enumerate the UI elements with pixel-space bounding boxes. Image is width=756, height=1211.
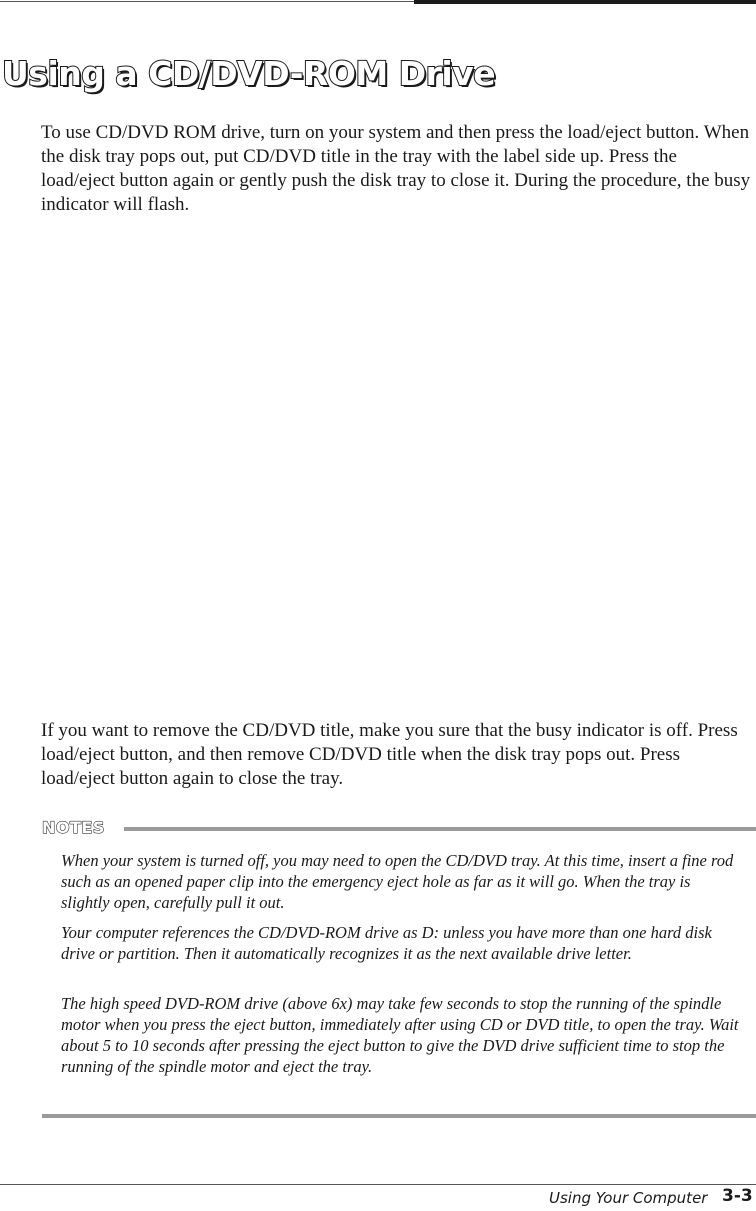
- remove-paragraph: If you want to remove the CD/DVD title, make you sure that the busy indicator is off. Press load/eject button, and then remove CD/DVD title when the disk tray pops out. Press load/eject button again to close the tray.: [41, 720, 738, 789]
- notes-label: NOTES: [42, 818, 105, 837]
- note-item: The high speed DVD-ROM drive (above 6x) may take few seconds to stop the running of the spindle motor when you press the eject button, immediately after using CD or DVD title, to open the tray. Wait about 5 to 10 seconds after pressing the eject button to give the DVD drive sufficient time to stop the running of the spindle motor and eject the tray.: [61, 994, 739, 1076]
- page-title: Using a CD/DVD-ROM Drive: [2, 54, 496, 93]
- footer-rule: [0, 1184, 756, 1185]
- notes-divider: [124, 827, 756, 831]
- intro-paragraph: To use CD/DVD ROM drive, turn on your system and then press the load/eject button. When the disk tray pops out, put CD/DVD title in the tray with the label side up. Press the load/eject button again or gently push the disk tray to close it. During the procedure, the busy indicator will flash.: [41, 122, 751, 215]
- notes-bottom-divider: [42, 1114, 756, 1118]
- note-item: Your computer references the CD/DVD-ROM drive as D: unless you have more than one hard disk drive or partition. Then it automatically recognizes it as the next available drive letter.: [61, 923, 712, 963]
- page-number: 3-3: [722, 1186, 753, 1206]
- footer-section-title: Using Your Computer: [549, 1189, 708, 1207]
- header-rule-thin: [0, 1, 414, 2]
- note-item: When your system is turned off, you may need to open the CD/DVD tray. At this time, insert a fine rod such as an opened paper clip into the emergency eject hole as far as it will go. When the tray is slightly open, carefully pull it out.: [61, 851, 734, 912]
- header-rule-thick: [414, 0, 756, 4]
